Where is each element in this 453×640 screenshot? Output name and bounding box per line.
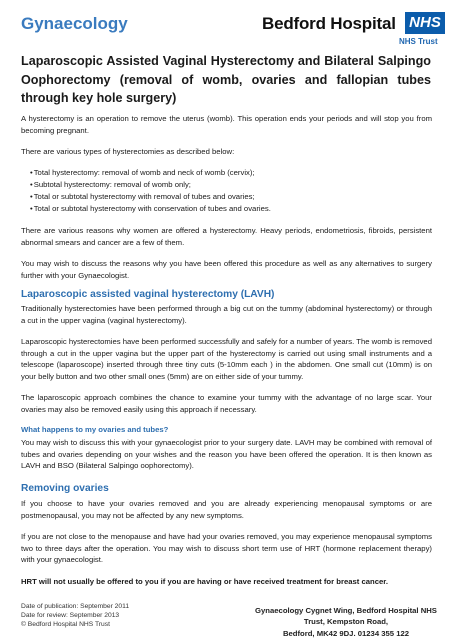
intro-paragraph-1: A hysterectomy is an operation to remove the uterus (womb). This operation ends your periods and will stop you from becoming pregnant.	[21, 114, 432, 135]
list-item: • Total or subtotal hysterectomy with conservation of tubes and ovaries.	[30, 203, 430, 215]
address-line-2: Bedford, MK42 9DJ. 01234 355 122	[282, 628, 410, 638]
list-item: • Total hysterectomy: removal of womb and neck of womb (cervix);	[30, 167, 430, 179]
department-title: Gynaecology	[21, 14, 128, 33]
copyright: © Bedford Hospital NHS Trust	[21, 620, 110, 628]
address-line-1: Gynaecology Cygnet Wing, Bedford Hospital NHS Trust, Kempston Road,	[255, 606, 437, 627]
ovaries-question-heading: What happens to my ovaries and tubes?	[21, 425, 169, 434]
nhs-logo: NHS	[405, 12, 445, 34]
review-date: Date for review: September 2013	[21, 611, 120, 619]
hrt-notice: HRT will not usually be offered to you if you are having or have received treatment for breast cancer.	[21, 577, 388, 586]
hysterectomy-types-list	[30, 167, 430, 215]
ovaries-paragraph: You may wish to discuss this with your gynaecologist prior to your surgery date. LAVH may be combined with removal of tubes and ovaries depending on your wishes and the reason you have been offered the operation. It is then known as LAVH and BSO (Bilateral Salpingo oophorectomy).	[21, 438, 432, 471]
list-item: • Subtotal hysterectomy: removal of womb only;	[30, 179, 430, 191]
intro-paragraph-2: There are various types of hysterectomies as described below:	[21, 147, 235, 156]
lavh-paragraph-3: The laparoscopic approach combines the chance to examine your tummy with the advantage of no large scar. Your ovaries may also be removed easily using this approach if necessary.	[21, 393, 432, 414]
lavh-paragraph-1: Traditionally hysterectomies have been performed through a big cut on the tummy (abdominal hysterectomy) or through a cut in the upper vagina (vaginal hysterectomy).	[21, 304, 432, 325]
lavh-heading: Laparoscopic assisted vaginal hysterectomy (LAVH)	[21, 289, 275, 300]
nhs-trust-label: NHS Trust	[399, 37, 438, 46]
list-item: • Total or subtotal hysterectomy with removal of tubes and ovaries;	[30, 191, 430, 203]
removing-ovaries-heading: Removing ovaries	[21, 483, 109, 494]
lavh-paragraph-2: Laparoscopic hysterectomies have been performed successfully and safely for a number of years. The womb is removed through a cut in the upper vagina but the upper part of the hysterectomy is carried out using small instruments and a telescope (laparoscope) inserted through three tiny cuts (5-10mm each ) in the abdomen. One small cut (10mm) is on your belly button and two other small ones (5mm) are on either side of your tummy.	[21, 337, 432, 381]
removing-paragraph-2: If you are not close to the menopause and have had your ovaries removed, you may experience menopausal symptoms two to three days after the operation. You may wish to discuss short term use of HRT (hormone replacement therapy) with your gynaecologist.	[21, 532, 432, 565]
leaflet-title: Laparoscopic Assisted Vaginal Hysterectomy and Bilateral Salpingo Oophorectomy (removal of womb, ovaries and fallopian tubes through key hole surgery)	[21, 54, 431, 105]
publication-date: Date of publication: September 2011	[21, 603, 130, 610]
publication-info	[21, 603, 129, 629]
contact-address	[247, 605, 445, 639]
removing-paragraph-1: If you choose to have your ovaries removed and you are already experiencing menopausal symptoms or are postmenopausal, you may not be affected by any new symptoms.	[21, 499, 432, 520]
hospital-name: Bedford Hospital	[262, 14, 396, 33]
intro-paragraph-3: There are various reasons why women are offered a hysterectomy. Heavy periods, endometriosis, fibroids, persistent abnormal smears and cancer are a few of them.	[21, 226, 432, 247]
intro-paragraph-4: You may wish to discuss the reasons why you have been offered this procedure as well as any alternatives to surgery further with your Gynaecologist.	[21, 259, 432, 280]
